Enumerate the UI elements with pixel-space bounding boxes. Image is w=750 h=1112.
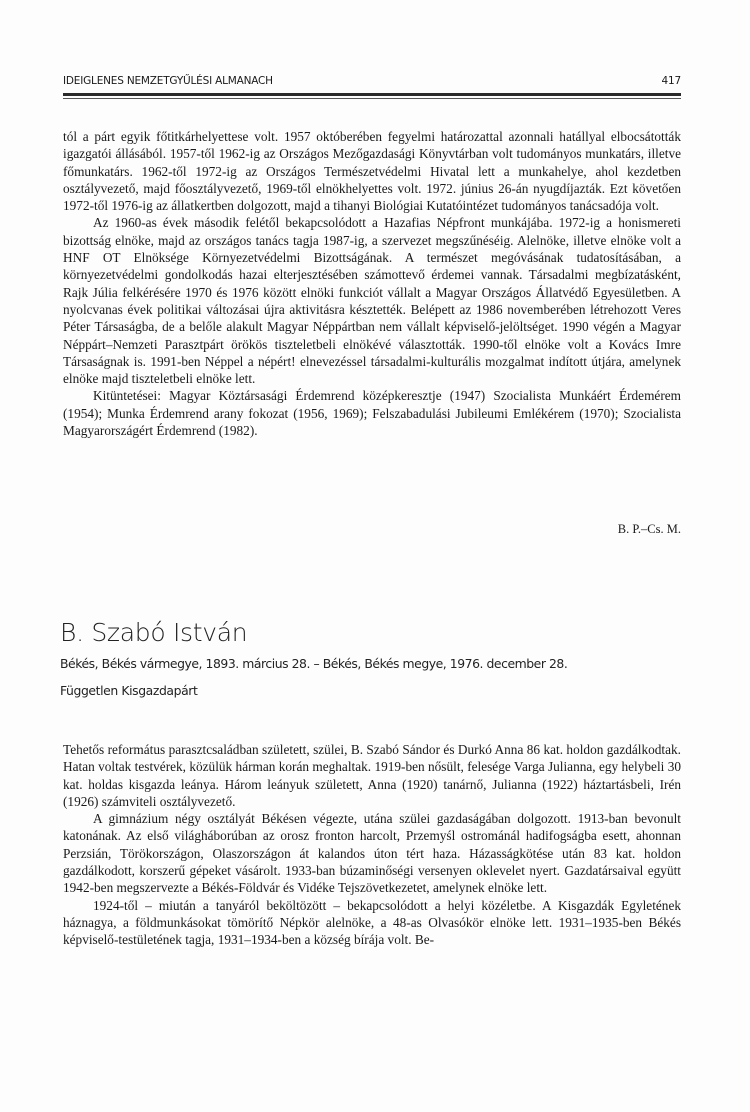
paragraph: 1924-től – miután a tanyáról beköltözött – bekapcsolódott a helyi közéletbe. A Kisgazdák Egyletének háznagya, a földmunkásokat tömörítő Népkör alelnöke, a 48-as Olvasókör elnöke lett. 1931–1935-ben Békés képviselő-testületének tagja, 1931–1934-ben a község bírája volt. Be- xyxy=(63,897,681,948)
header-rule-thick xyxy=(63,93,681,96)
previous-entry-body xyxy=(63,128,681,439)
entry-body xyxy=(63,741,681,949)
paragraph: tól a párt egyik főtitkárhelyettese volt. 1957 októberében fegyelmi határozattal azonnali hatállyal elbocsátották igazgatói állásából. 1957-től 1962-ig az Országos Mezőgazdasági Könyvtárban volt tudományos munkatárs, illetve főmunkatárs. 1962-től 1972-ig az Országos Természetvédelmi Hivatal lett a munkahelye, ahol kezdetben osztályvezető, majd főosztályvezető, 1969-től elnökhelyettes volt. 1972. június 26-án nyugdíjazták. Ezt követően 1972-től 1976-ig az állatkertben dolgozott, majd a tihanyi Biológiai Kutatóintézet tudományos tanácsadója volt. xyxy=(63,129,681,214)
paragraph: Tehetős református parasztcsaládban született, szülei, B. Szabó Sándor és Durkó Anna 86 kat. holdon gazdálkodtak. Hatan voltak testvérek, közülük hárman korán meghaltak. 1919-ben nősült, felesége Varga Julianna, egy helybeli 30 kat. holdas kisgazda leánya. Három leányuk született, Anna (1920) tanárnő, Julianna (1922) háztartásbeli, Irén (1926) számviteli osztályvezető. xyxy=(63,742,681,809)
page-number: 417 xyxy=(661,75,681,87)
entry-heading: B. Szabó István xyxy=(60,618,248,647)
entry-birth-death: Békés, Békés vármegye, 1893. március 28. – Békés, Békés megye, 1976. december 28. xyxy=(60,656,568,671)
running-header-title: IDEIGLENES NEMZETGYŰLÉSI ALMANACH xyxy=(63,75,273,87)
author-signature: B. P.–Cs. M. xyxy=(617,522,681,536)
paragraph: A gimnázium négy osztályát Békésen végezte, utána szülei gazdaságában dolgozott. 1913-ban bevonult katonának. Az első világháborúban az orosz fronton harcolt, Przemyśl ostrománál hadifogságba esett, ahonnan Perzsián, Törökországon, Olaszországon át kalandos úton tért haza. Házasságkötése után 83 kat. holdon gazdálkodott, korszerű gépeket vásárolt. 1933-ban búzaminőségi versenyen oklevelet nyert. Gazdatársaival együtt 1942-ben megszervezte a Békés-Földvár és Vidéke Tejszövetkezetet, amelynek elnöke lett. xyxy=(63,811,681,896)
entry-party: Független Kisgazdapárt xyxy=(60,683,198,698)
paragraph: Kitüntetései: Magyar Köztársasági Érdemrend középkeresztje (1947) Szocialista Munkáért Érdemérem (1954); Munka Érdemrend arany fokozat (1956, 1969); Felszabadulási Jubileumi Emlékérem (1970); Szocialista Magyarországért Érdemrend (1982). xyxy=(63,388,681,439)
running-header xyxy=(63,75,681,91)
header-rule-thin xyxy=(63,98,681,99)
paragraph: Az 1960-as évek második felétől bekapcsolódott a Hazafias Népfront munkájába. 1972-ig a honismereti bizottság elnöke, majd az országos tanács tagja 1987-ig, a szervezet megszűnéséig. Alelnöke, illetve elnöke volt a HNF OT Elnöksége Környezetvédelmi Bizottságának. A természet megóvásának tudatosításában, a környezetvédelmi gondolkodás hazai elterjesztésében számottevő érdemei vannak. Társadalmi megbízatásként, Rajk Júlia felkérésére 1970 és 1976 között elnöki funkciót vállalt a Magyar Országos Állatvédő Egyesületben. A nyolcvanas évek politikai változásai újra aktivitásra késztették. Belépett az 1986 novemberében létrehozott Veres Péter Társaságba, de a belőle alakult Magyar Néppártban nem vállalt képviselő-jelöltséget. 1990 végén a Magyar Néppárt–Nemzeti Parasztpárt örökös tiszteletbeli elnökévé választották. 1990-től elnöke volt a Kovács Imre Társaságnak is. 1991-ben Néppel a népért! elnevezéssel társadalmi-kulturális mozgalmat indított útjára, amelynek elnöke majd tiszteletbeli elnöke lett. xyxy=(63,215,681,387)
